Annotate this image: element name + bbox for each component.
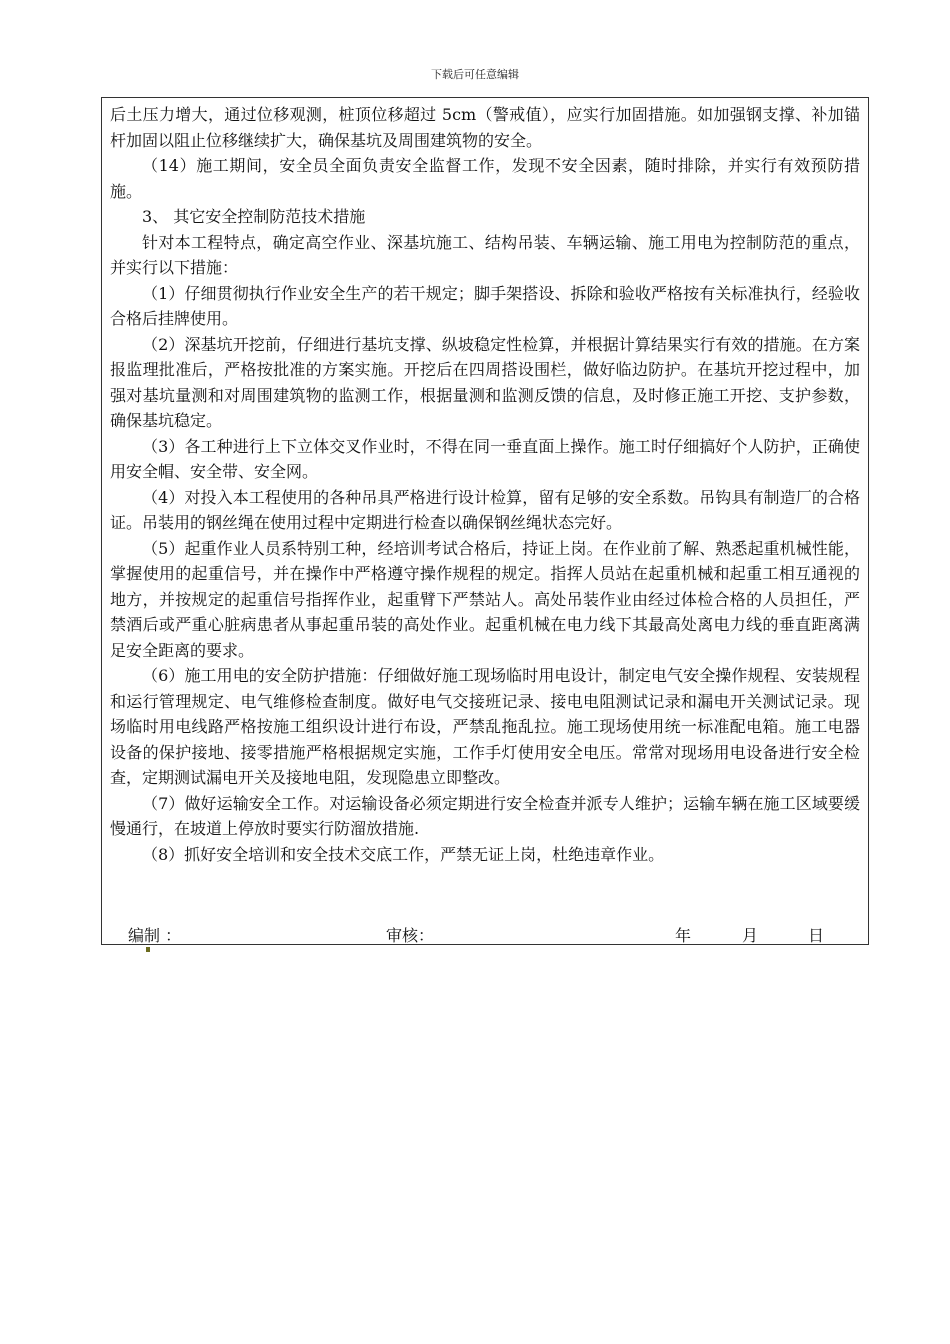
document-table (101, 97, 869, 945)
reviewer-label: 审核： (386, 926, 435, 945)
day-label: 日 (808, 926, 825, 945)
month-label: 月 (742, 926, 759, 945)
header-note: 下载后可任意编辑 (431, 68, 519, 81)
paragraph-item-8: （8）抓好安全培训和安全技术交底工作，严禁无证上岗，杜绝违章作业。 (142, 844, 665, 864)
year-label: 年 (675, 926, 692, 945)
paragraph-item-14: （14）施工期间，安全员全面负责安全监督工作，发现不安全因素，随时排除，并实行有效预防措施。 (110, 156, 860, 201)
paragraph-intro: 针对本工程特点，确定高空作业、深基坑施工、结构吊装、车辆运输、施工用电为控制防范的重点，并实行以下措施： (110, 232, 860, 277)
paragraph-item-2: （2）深基坑开挖前，仔细进行基坑支撑、纵坡稳定性检算，并根据计算结果实行有效的措施。在方案报监理批准后，严格按批准的方案实施。开挖后在四周搭设围栏，做好临边防护。在基坑开挖过程中，加强对基坑量测和对周围建筑物的监测工作，根据量测和监测反馈的信息，及时修正施工开挖、支护参数，确保基坑稳定。 (110, 334, 860, 430)
paragraph-item-3: （3）各工种进行上下立体交叉作业时，不得在同一垂直面上操作。施工时仔细搞好个人防护，正确使用安全帽、安全带、安全网。 (110, 436, 860, 481)
small-marker-mark (146, 947, 150, 952)
paragraph-item-5: （5）起重作业人员系特别工种，经培训考试合格后，持证上岗。在作业前了解、熟悉起重机械性能，掌握使用的起重信号，并在操作中严格遵守操作规程的规定。指挥人员站在起重机械和起重工相互通视的地方，并按规定的起重信号指挥作业，起重臂下严禁站人。高处吊装作业由经过体检合格的人员担任，严禁酒后或严重心脏病患者从事起重吊装的高处作业。起重机械在电力线下其最高处离电力线的垂直距离满足安全距离的要求。 (110, 538, 860, 660)
section-heading-3: 3、 其它安全控制防范技术措施 (142, 207, 366, 226)
paragraph-item-7: （7）做好运输安全工作。对运输设备必须定期进行安全检查并派专人维护；运输车辆在施工区域要缓慢通行，在坡道上停放时要实行防溜放措施. (110, 793, 860, 838)
signature-row (102, 923, 868, 945)
document-body (110, 102, 860, 867)
paragraph-item-4: （4）对投入本工程使用的各种吊具严格进行设计检算，留有足够的安全系数。吊钩具有制造厂的合格证。吊装用的钢丝绳在使用过程中定期进行检查以确保钢丝绳状态完好。 (110, 487, 860, 532)
paragraph-item-6: （6）施工用电的安全防护措施：仔细做好施工现场临时用电设计，制定电气安全操作规程、安装规程和运行管理规定、电气维修检查制度。做好电气交接班记录、接电电阻测试记录和漏电开关测试记录。现场临时用电线路严格按施工组织设计进行布设，严禁乱拖乱拉。施工现场使用统一标准配电箱。施工电器设备的保护接地、接零措施严格根据规定实施，工作手灯使用安全电压。常常对现场用电设备进行安全检查，定期测试漏电开关及接地电阻，发现隐患立即整改。 (110, 666, 860, 787)
paragraph-item-1: （1）仔细贯彻执行作业安全生产的若干规定；脚手架搭设、拆除和验收严格按有关标准执行，经验收合格后挂牌使用。 (110, 283, 860, 328)
paragraph-pressure-continued: 后土压力增大，通过位移观测，桩顶位移超过 5cm（警戒值），应实行加固措施。如加强钢支撑、补加锚杆加固以阻止位移继续扩大，确保基坑及周围建筑物的安全。 (110, 105, 860, 150)
compiler-label: 编制 ： (128, 926, 182, 945)
